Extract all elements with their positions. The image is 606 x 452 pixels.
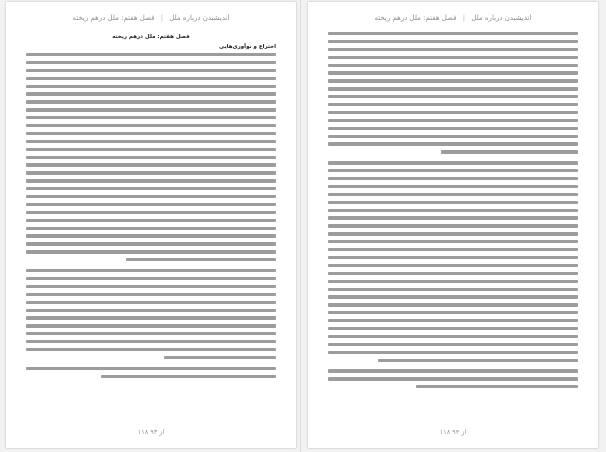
subheading: اختراع و نوآوری‌هایی [219, 44, 276, 50]
text-line [328, 161, 578, 164]
text-line [328, 295, 578, 298]
section-title: فصل هفتم: ملل درهم ریخته [112, 34, 190, 40]
text-line [26, 324, 276, 327]
text-line [328, 377, 578, 380]
text-line [26, 234, 276, 237]
text-line [26, 348, 276, 351]
text-line [26, 187, 276, 190]
text-line [328, 232, 578, 235]
book-title: اندیشیدن درباره ملل [169, 14, 230, 22]
text-line [26, 61, 276, 64]
text-line [328, 103, 578, 106]
text-line [328, 142, 578, 145]
text-line [26, 219, 276, 222]
text-line [26, 332, 276, 335]
text-line [26, 242, 276, 245]
text-line [26, 148, 276, 151]
text-line [26, 179, 276, 182]
text-line [378, 359, 578, 362]
text-line [26, 108, 276, 111]
text-line [26, 171, 276, 174]
text-line [26, 367, 276, 370]
text-line [328, 216, 578, 219]
text-line [328, 335, 578, 338]
chapter-title: فصل هفتم: ملل درهم ریخته [374, 14, 457, 22]
page-number: ۱۱۸ از ۹۳ [137, 428, 165, 436]
text-line [328, 169, 578, 172]
text-line [26, 203, 276, 206]
text-line [328, 127, 578, 130]
text-line [26, 77, 276, 80]
text-line [26, 340, 276, 343]
text-line [328, 224, 578, 227]
text-line [328, 64, 578, 67]
text-line [328, 303, 578, 306]
text-line [26, 53, 276, 56]
page-right [308, 2, 598, 448]
text-line [328, 240, 578, 243]
text-line [101, 375, 276, 378]
text-line [26, 316, 276, 319]
page-header [6, 14, 296, 22]
text-line [26, 132, 276, 135]
text-line [26, 156, 276, 159]
text-line [416, 385, 579, 388]
text-line [328, 95, 578, 98]
text-line [26, 195, 276, 198]
text-line [26, 277, 276, 280]
header-separator: | [160, 14, 164, 22]
text-line [26, 124, 276, 127]
text-line [164, 356, 277, 359]
text-line [26, 211, 276, 214]
text-line [26, 85, 276, 88]
text-line [328, 185, 578, 188]
text-line [328, 193, 578, 196]
text-line [328, 327, 578, 330]
text-line [328, 343, 578, 346]
text-line [328, 351, 578, 354]
text-line [328, 311, 578, 314]
text-line [328, 135, 578, 138]
text-line [26, 163, 276, 166]
text-line [328, 32, 578, 35]
text-line [328, 177, 578, 180]
text-line [328, 79, 578, 82]
text-line [26, 293, 276, 296]
page-header [308, 14, 598, 22]
text-line [328, 256, 578, 259]
text-line [26, 285, 276, 288]
page-number: ۱۱۸ از ۹۴ [439, 428, 467, 436]
text-line [328, 272, 578, 275]
text-line [26, 116, 276, 119]
text-line [328, 56, 578, 59]
text-line [441, 150, 579, 153]
text-line [328, 71, 578, 74]
text-line [26, 269, 276, 272]
text-line [328, 264, 578, 267]
text-line [328, 48, 578, 51]
text-line [26, 69, 276, 72]
page-left [6, 2, 296, 448]
header-separator: | [462, 14, 466, 22]
text-line [328, 369, 578, 372]
text-line [328, 119, 578, 122]
page-body [26, 32, 276, 383]
page-body [328, 32, 578, 393]
text-line [26, 100, 276, 103]
page-gutter [300, 0, 301, 452]
chapter-title: فصل هفتم: ملل درهم ریخته [72, 14, 155, 22]
text-line [328, 40, 578, 43]
text-line [328, 87, 578, 90]
text-line [26, 140, 276, 143]
text-line [328, 201, 578, 204]
text-line [328, 209, 578, 212]
text-line [26, 301, 276, 304]
text-line [26, 92, 276, 95]
text-line [328, 248, 578, 251]
text-line [26, 227, 276, 230]
text-line [126, 258, 276, 261]
text-line [328, 288, 578, 291]
text-line [328, 111, 578, 114]
text-line [328, 280, 578, 283]
text-line [26, 250, 276, 253]
text-line [328, 319, 578, 322]
book-title: اندیشیدن درباره ملل [471, 14, 532, 22]
text-line [26, 309, 276, 312]
